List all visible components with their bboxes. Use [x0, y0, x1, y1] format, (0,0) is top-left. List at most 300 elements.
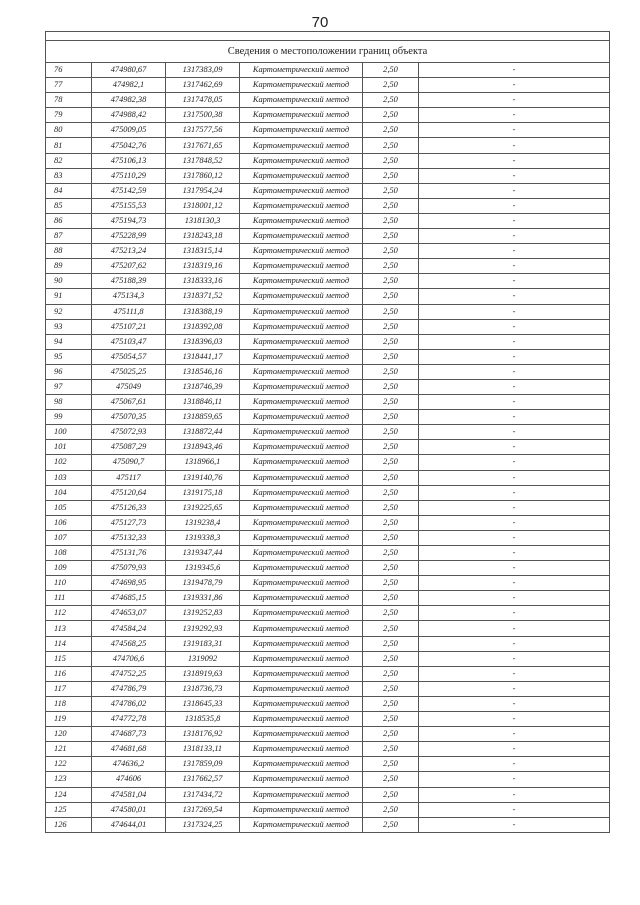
- table-row: [46, 440, 610, 455]
- table-title-row: [46, 41, 610, 63]
- method-cell: Картометрический метод: [240, 515, 363, 530]
- point-number-cell: 77: [46, 78, 92, 93]
- x-coordinate-cell: 475194,73: [92, 213, 166, 228]
- accuracy-cell: 2,50: [363, 319, 419, 334]
- method-cell: Картометрический метод: [240, 440, 363, 455]
- point-number-cell: 104: [46, 485, 92, 500]
- description-cell: -: [419, 349, 610, 364]
- y-coordinate-cell: 1318388,19: [166, 304, 240, 319]
- x-coordinate-cell: 474584,24: [92, 621, 166, 636]
- description-cell: -: [419, 455, 610, 470]
- table-row: [46, 561, 610, 576]
- accuracy-cell: 2,50: [363, 168, 419, 183]
- y-coordinate-cell: 1319175,18: [166, 485, 240, 500]
- description-cell: -: [419, 712, 610, 727]
- point-number-cell: 108: [46, 546, 92, 561]
- accuracy-cell: 2,50: [363, 772, 419, 787]
- x-coordinate-cell: 474568,25: [92, 636, 166, 651]
- point-number-cell: 95: [46, 349, 92, 364]
- table-row: [46, 349, 610, 364]
- x-coordinate-cell: 474580,01: [92, 802, 166, 817]
- description-cell: -: [419, 606, 610, 621]
- x-coordinate-cell: 475042,76: [92, 138, 166, 153]
- method-cell: Картометрический метод: [240, 591, 363, 606]
- accuracy-cell: 2,50: [363, 757, 419, 772]
- y-coordinate-cell: 1319478,79: [166, 576, 240, 591]
- x-coordinate-cell: 474982,38: [92, 93, 166, 108]
- x-coordinate-cell: 474636,2: [92, 757, 166, 772]
- point-number-cell: 119: [46, 712, 92, 727]
- description-cell: -: [419, 742, 610, 757]
- y-coordinate-cell: 1318872,44: [166, 425, 240, 440]
- x-coordinate-cell: 475111,8: [92, 304, 166, 319]
- method-cell: Картометрический метод: [240, 183, 363, 198]
- point-number-cell: 125: [46, 802, 92, 817]
- accuracy-cell: 2,50: [363, 379, 419, 394]
- point-number-cell: 106: [46, 515, 92, 530]
- x-coordinate-cell: 475079,93: [92, 561, 166, 576]
- x-coordinate-cell: 474772,78: [92, 712, 166, 727]
- y-coordinate-cell: 1319183,31: [166, 636, 240, 651]
- table-row: [46, 757, 610, 772]
- accuracy-cell: 2,50: [363, 229, 419, 244]
- x-coordinate-cell: 475107,21: [92, 319, 166, 334]
- x-coordinate-cell: 475070,35: [92, 410, 166, 425]
- point-number-cell: 99: [46, 410, 92, 425]
- method-cell: Картометрический метод: [240, 787, 363, 802]
- method-cell: Картометрический метод: [240, 651, 363, 666]
- description-cell: -: [419, 379, 610, 394]
- description-cell: -: [419, 681, 610, 696]
- point-number-cell: 90: [46, 274, 92, 289]
- description-cell: -: [419, 500, 610, 515]
- x-coordinate-cell: 475049: [92, 379, 166, 394]
- method-cell: Картометрический метод: [240, 576, 363, 591]
- table-row: [46, 244, 610, 259]
- accuracy-cell: 2,50: [363, 334, 419, 349]
- table-row: [46, 229, 610, 244]
- point-number-cell: 81: [46, 138, 92, 153]
- description-cell: -: [419, 153, 610, 168]
- description-cell: -: [419, 229, 610, 244]
- accuracy-cell: 2,50: [363, 123, 419, 138]
- x-coordinate-cell: 475103,47: [92, 334, 166, 349]
- accuracy-cell: 2,50: [363, 576, 419, 591]
- table-row: [46, 153, 610, 168]
- table-top-blank-row: [46, 32, 610, 41]
- x-coordinate-cell: 474687,73: [92, 727, 166, 742]
- description-cell: -: [419, 138, 610, 153]
- table-row: [46, 621, 610, 636]
- description-cell: -: [419, 364, 610, 379]
- table-row: [46, 259, 610, 274]
- y-coordinate-cell: 1319140,76: [166, 470, 240, 485]
- table-row: [46, 138, 610, 153]
- x-coordinate-cell: 475228,99: [92, 229, 166, 244]
- method-cell: Картометрический метод: [240, 229, 363, 244]
- accuracy-cell: 2,50: [363, 440, 419, 455]
- method-cell: Картометрический метод: [240, 802, 363, 817]
- y-coordinate-cell: 1319338,3: [166, 530, 240, 545]
- table-row: [46, 319, 610, 334]
- y-coordinate-cell: 1318846,11: [166, 395, 240, 410]
- point-number-cell: 76: [46, 63, 92, 78]
- table-row: [46, 802, 610, 817]
- point-number-cell: 85: [46, 198, 92, 213]
- method-cell: Картометрический метод: [240, 485, 363, 500]
- accuracy-cell: 2,50: [363, 546, 419, 561]
- y-coordinate-cell: 1318396,03: [166, 334, 240, 349]
- x-coordinate-cell: 475127,73: [92, 515, 166, 530]
- accuracy-cell: 2,50: [363, 138, 419, 153]
- x-coordinate-cell: 475132,33: [92, 530, 166, 545]
- description-cell: -: [419, 410, 610, 425]
- table-row: [46, 681, 610, 696]
- x-coordinate-cell: 475131,76: [92, 546, 166, 561]
- method-cell: Картометрический метод: [240, 93, 363, 108]
- method-cell: Картометрический метод: [240, 742, 363, 757]
- method-cell: Картометрический метод: [240, 455, 363, 470]
- table-row: [46, 425, 610, 440]
- table-row: [46, 289, 610, 304]
- description-cell: -: [419, 530, 610, 545]
- point-number-cell: 113: [46, 621, 92, 636]
- x-coordinate-cell: 475207,62: [92, 259, 166, 274]
- table-row: [46, 470, 610, 485]
- y-coordinate-cell: 1318392,08: [166, 319, 240, 334]
- table-row: [46, 93, 610, 108]
- accuracy-cell: 2,50: [363, 712, 419, 727]
- x-coordinate-cell: 474653,07: [92, 606, 166, 621]
- description-cell: -: [419, 757, 610, 772]
- accuracy-cell: 2,50: [363, 651, 419, 666]
- y-coordinate-cell: 1319252,83: [166, 606, 240, 621]
- point-number-cell: 120: [46, 727, 92, 742]
- accuracy-cell: 2,50: [363, 63, 419, 78]
- point-number-cell: 79: [46, 108, 92, 123]
- method-cell: Картометрический метод: [240, 636, 363, 651]
- x-coordinate-cell: 475087,29: [92, 440, 166, 455]
- x-coordinate-cell: 475106,13: [92, 153, 166, 168]
- method-cell: Картометрический метод: [240, 289, 363, 304]
- table-row: [46, 213, 610, 228]
- point-number-cell: 115: [46, 651, 92, 666]
- table-row: [46, 546, 610, 561]
- description-cell: -: [419, 213, 610, 228]
- method-cell: Картометрический метод: [240, 108, 363, 123]
- point-number-cell: 82: [46, 153, 92, 168]
- y-coordinate-cell: 1318736,73: [166, 681, 240, 696]
- method-cell: Картометрический метод: [240, 500, 363, 515]
- description-cell: -: [419, 168, 610, 183]
- table-row: [46, 364, 610, 379]
- table-row: [46, 334, 610, 349]
- x-coordinate-cell: 475025,25: [92, 364, 166, 379]
- y-coordinate-cell: 1318176,92: [166, 727, 240, 742]
- y-coordinate-cell: 1319345,6: [166, 561, 240, 576]
- point-number-cell: 96: [46, 364, 92, 379]
- point-number-cell: 91: [46, 289, 92, 304]
- table-row: [46, 78, 610, 93]
- point-number-cell: 124: [46, 787, 92, 802]
- point-number-cell: 78: [46, 93, 92, 108]
- y-coordinate-cell: 1318333,16: [166, 274, 240, 289]
- accuracy-cell: 2,50: [363, 244, 419, 259]
- description-cell: -: [419, 666, 610, 681]
- x-coordinate-cell: 475009,05: [92, 123, 166, 138]
- description-cell: -: [419, 515, 610, 530]
- method-cell: Картометрический метод: [240, 757, 363, 772]
- table-row: [46, 379, 610, 394]
- x-coordinate-cell: 474581,04: [92, 787, 166, 802]
- accuracy-cell: 2,50: [363, 530, 419, 545]
- description-cell: -: [419, 591, 610, 606]
- y-coordinate-cell: 1319292,93: [166, 621, 240, 636]
- point-number-cell: 98: [46, 395, 92, 410]
- y-coordinate-cell: 1317859,09: [166, 757, 240, 772]
- accuracy-cell: 2,50: [363, 349, 419, 364]
- accuracy-cell: 2,50: [363, 591, 419, 606]
- point-number-cell: 123: [46, 772, 92, 787]
- point-number-cell: 111: [46, 591, 92, 606]
- method-cell: Картометрический метод: [240, 410, 363, 425]
- point-number-cell: 116: [46, 666, 92, 681]
- point-number-cell: 92: [46, 304, 92, 319]
- x-coordinate-cell: 475072,93: [92, 425, 166, 440]
- x-coordinate-cell: 474982,1: [92, 78, 166, 93]
- method-cell: Картометрический метод: [240, 606, 363, 621]
- point-number-cell: 110: [46, 576, 92, 591]
- table-row: [46, 500, 610, 515]
- table-row: [46, 168, 610, 183]
- table-row: [46, 108, 610, 123]
- x-coordinate-cell: 474681,68: [92, 742, 166, 757]
- x-coordinate-cell: 474980,67: [92, 63, 166, 78]
- table-row: [46, 183, 610, 198]
- description-cell: -: [419, 651, 610, 666]
- boundary-points-table: [45, 31, 610, 833]
- accuracy-cell: 2,50: [363, 500, 419, 515]
- description-cell: -: [419, 787, 610, 802]
- method-cell: Картометрический метод: [240, 395, 363, 410]
- y-coordinate-cell: 1317860,12: [166, 168, 240, 183]
- method-cell: Картометрический метод: [240, 319, 363, 334]
- y-coordinate-cell: 1317662,57: [166, 772, 240, 787]
- y-coordinate-cell: 1318645,33: [166, 696, 240, 711]
- description-cell: -: [419, 576, 610, 591]
- description-cell: -: [419, 395, 610, 410]
- method-cell: Картометрический метод: [240, 425, 363, 440]
- x-coordinate-cell: 475155,53: [92, 198, 166, 213]
- accuracy-cell: 2,50: [363, 666, 419, 681]
- method-cell: Картометрический метод: [240, 666, 363, 681]
- accuracy-cell: 2,50: [363, 304, 419, 319]
- description-cell: -: [419, 334, 610, 349]
- method-cell: Картометрический метод: [240, 63, 363, 78]
- accuracy-cell: 2,50: [363, 425, 419, 440]
- accuracy-cell: 2,50: [363, 681, 419, 696]
- method-cell: Картометрический метод: [240, 546, 363, 561]
- description-cell: -: [419, 817, 610, 832]
- table-row: [46, 727, 610, 742]
- y-coordinate-cell: 1318371,52: [166, 289, 240, 304]
- description-cell: -: [419, 244, 610, 259]
- y-coordinate-cell: 1318966,1: [166, 455, 240, 470]
- x-coordinate-cell: 474685,15: [92, 591, 166, 606]
- table-row: [46, 591, 610, 606]
- x-coordinate-cell: 475120,64: [92, 485, 166, 500]
- point-number-cell: 86: [46, 213, 92, 228]
- table-row: [46, 576, 610, 591]
- method-cell: Картометрический метод: [240, 772, 363, 787]
- accuracy-cell: 2,50: [363, 621, 419, 636]
- description-cell: -: [419, 621, 610, 636]
- method-cell: Картометрический метод: [240, 168, 363, 183]
- method-cell: Картометрический метод: [240, 123, 363, 138]
- accuracy-cell: 2,50: [363, 364, 419, 379]
- x-coordinate-cell: 475067,61: [92, 395, 166, 410]
- table-row: [46, 696, 610, 711]
- accuracy-cell: 2,50: [363, 470, 419, 485]
- accuracy-cell: 2,50: [363, 274, 419, 289]
- blank-cell: [46, 32, 610, 41]
- accuracy-cell: 2,50: [363, 817, 419, 832]
- method-cell: Картометрический метод: [240, 213, 363, 228]
- x-coordinate-cell: 474698,95: [92, 576, 166, 591]
- accuracy-cell: 2,50: [363, 183, 419, 198]
- accuracy-cell: 2,50: [363, 198, 419, 213]
- description-cell: -: [419, 63, 610, 78]
- x-coordinate-cell: 475117: [92, 470, 166, 485]
- x-coordinate-cell: 474706,6: [92, 651, 166, 666]
- point-number-cell: 97: [46, 379, 92, 394]
- description-cell: -: [419, 274, 610, 289]
- method-cell: Картометрический метод: [240, 681, 363, 696]
- table-row: [46, 198, 610, 213]
- table-row: [46, 515, 610, 530]
- y-coordinate-cell: 1317324,25: [166, 817, 240, 832]
- y-coordinate-cell: 1317434,72: [166, 787, 240, 802]
- description-cell: -: [419, 546, 610, 561]
- y-coordinate-cell: 1318130,3: [166, 213, 240, 228]
- y-coordinate-cell: 1319347,44: [166, 546, 240, 561]
- description-cell: -: [419, 108, 610, 123]
- description-cell: -: [419, 470, 610, 485]
- description-cell: -: [419, 78, 610, 93]
- point-number-cell: 121: [46, 742, 92, 757]
- method-cell: Картометрический метод: [240, 274, 363, 289]
- table-row: [46, 666, 610, 681]
- boundary-table-container: [45, 31, 609, 833]
- accuracy-cell: 2,50: [363, 485, 419, 500]
- method-cell: Картометрический метод: [240, 696, 363, 711]
- accuracy-cell: 2,50: [363, 455, 419, 470]
- accuracy-cell: 2,50: [363, 259, 419, 274]
- point-number-cell: 80: [46, 123, 92, 138]
- description-cell: -: [419, 636, 610, 651]
- point-number-cell: 94: [46, 334, 92, 349]
- accuracy-cell: 2,50: [363, 395, 419, 410]
- method-cell: Картометрический метод: [240, 530, 363, 545]
- x-coordinate-cell: 475134,3: [92, 289, 166, 304]
- y-coordinate-cell: 1318546,16: [166, 364, 240, 379]
- method-cell: Картометрический метод: [240, 817, 363, 832]
- accuracy-cell: 2,50: [363, 153, 419, 168]
- point-number-cell: 109: [46, 561, 92, 576]
- method-cell: Картометрический метод: [240, 727, 363, 742]
- table-row: [46, 63, 610, 78]
- description-cell: -: [419, 425, 610, 440]
- table-row: [46, 772, 610, 787]
- table-row: [46, 787, 610, 802]
- accuracy-cell: 2,50: [363, 742, 419, 757]
- method-cell: Картометрический метод: [240, 621, 363, 636]
- point-number-cell: 107: [46, 530, 92, 545]
- table-row: [46, 606, 610, 621]
- x-coordinate-cell: 475110,29: [92, 168, 166, 183]
- point-number-cell: 114: [46, 636, 92, 651]
- accuracy-cell: 2,50: [363, 636, 419, 651]
- table-row: [46, 274, 610, 289]
- description-cell: -: [419, 696, 610, 711]
- point-number-cell: 117: [46, 681, 92, 696]
- method-cell: Картометрический метод: [240, 78, 363, 93]
- y-coordinate-cell: 1318535,8: [166, 712, 240, 727]
- description-cell: -: [419, 440, 610, 455]
- accuracy-cell: 2,50: [363, 78, 419, 93]
- accuracy-cell: 2,50: [363, 289, 419, 304]
- description-cell: -: [419, 561, 610, 576]
- method-cell: Картометрический метод: [240, 138, 363, 153]
- point-number-cell: 84: [46, 183, 92, 198]
- point-number-cell: 89: [46, 259, 92, 274]
- y-coordinate-cell: 1319092: [166, 651, 240, 666]
- table-row: [46, 636, 610, 651]
- table-row: [46, 395, 610, 410]
- method-cell: Картометрический метод: [240, 334, 363, 349]
- x-coordinate-cell: 475188,39: [92, 274, 166, 289]
- accuracy-cell: 2,50: [363, 108, 419, 123]
- description-cell: -: [419, 727, 610, 742]
- description-cell: -: [419, 183, 610, 198]
- x-coordinate-cell: 475090,7: [92, 455, 166, 470]
- method-cell: Картометрический метод: [240, 561, 363, 576]
- y-coordinate-cell: 1317462,69: [166, 78, 240, 93]
- page-number: 70: [311, 14, 329, 31]
- description-cell: -: [419, 304, 610, 319]
- y-coordinate-cell: 1318243,18: [166, 229, 240, 244]
- x-coordinate-cell: 474606: [92, 772, 166, 787]
- x-coordinate-cell: 475142,59: [92, 183, 166, 198]
- method-cell: Картометрический метод: [240, 379, 363, 394]
- x-coordinate-cell: 474988,42: [92, 108, 166, 123]
- method-cell: Картометрический метод: [240, 470, 363, 485]
- description-cell: -: [419, 123, 610, 138]
- x-coordinate-cell: 474786,79: [92, 681, 166, 696]
- table-row: [46, 485, 610, 500]
- y-coordinate-cell: 1318746,39: [166, 379, 240, 394]
- table-row: [46, 530, 610, 545]
- y-coordinate-cell: 1318315,14: [166, 244, 240, 259]
- table-row: [46, 651, 610, 666]
- point-number-cell: 126: [46, 817, 92, 832]
- y-coordinate-cell: 1317478,05: [166, 93, 240, 108]
- x-coordinate-cell: 474786,02: [92, 696, 166, 711]
- accuracy-cell: 2,50: [363, 727, 419, 742]
- point-number-cell: 88: [46, 244, 92, 259]
- point-number-cell: 101: [46, 440, 92, 455]
- method-cell: Картометрический метод: [240, 153, 363, 168]
